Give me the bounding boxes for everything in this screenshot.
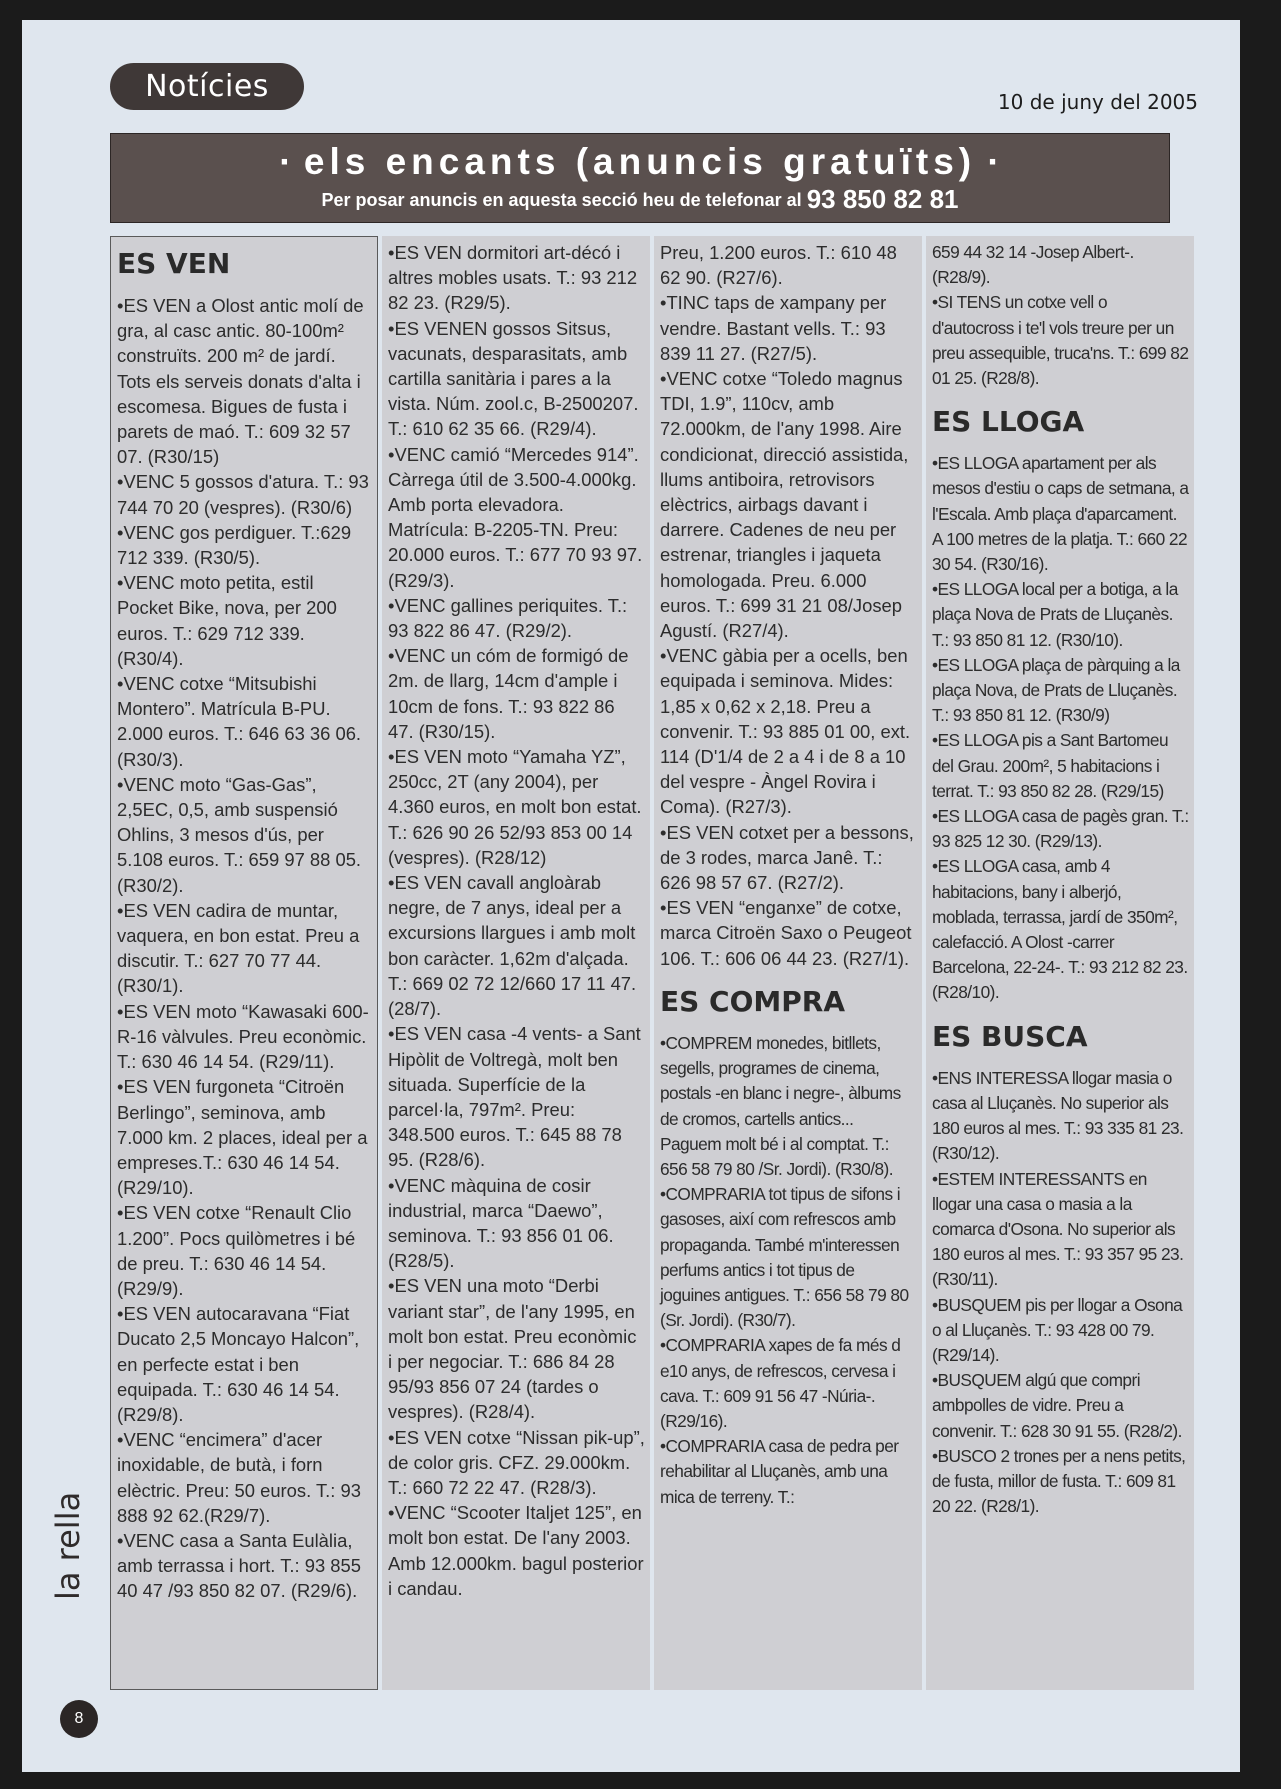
classified-ad: •VENC “encimera” d'acer inoxidable, de butà, i forn elèctric. Preu: 50 euros. T.: 93 888 92 62.(R29/7).	[117, 1429, 361, 1526]
classified-ad: •VENC gos perdiguer. T.:629 712 339. (R30/5).	[117, 521, 352, 569]
ad-list	[660, 240, 917, 971]
column-4	[926, 236, 1194, 1690]
classified-ad: •ES LLOGA plaça de pàrquing a la plaça Nova, de Prats de Lluçanès. T.: 93 850 81 12. (R30/9)	[932, 654, 1180, 726]
classified-ad: •SI TENS un cotxe vell o d'autocross i te'l vols treure per un preu assequible, truca'ns. T.: 699 82 01 25. (R28/8).	[932, 292, 1189, 389]
banner-instructions: Per posar anuncis en aquesta secció heu de telefonar al	[321, 190, 802, 210]
column-3	[654, 236, 922, 1690]
section-heading-es-ven: ES VEN	[117, 247, 231, 280]
classified-ad: •COMPRARIA casa de pedra per rehabilitar al Lluçanès, amb una mica de terreny. T.:	[660, 1436, 899, 1507]
classified-ad: •VENC gallines periquites. T.: 93 822 86 47. (R29/2).	[388, 594, 628, 642]
classified-ad: •BUSQUEM algú que compri ambpolles de vidre. Preu a convenir. T.: 628 30 91 55. (R28/2).	[932, 1370, 1182, 1441]
classified-ad: •ES VEN cotxet per a bessons, de 3 rodes, marca Janê. T.: 626 98 57 67. (R27/2).	[660, 821, 914, 894]
classified-ad: •VENC cotxe “Toledo magnus TDI, 1.9”, 110cv, amb 72.000km, de l'any 1998. Aire condicionat, direcció assistida, llums antiboira, retrovisors elèctrics, airbags davant i darrere. Cadenes de neu per estrenar, triangles i jaqueta homologada. Preu. 6.000 euros. T.: 699 31 21 08/Josep Agustí. (R27/4).	[660, 368, 909, 642]
classified-ad: •ENS INTERESSA llogar masia o casa al Lluçanès. No superior als 180 euros al mes. T.: 93 335 81 23. (R30/12).	[932, 1067, 1184, 1164]
classified-ad: •VENC gàbia per a ocells, ben equipada i seminova. Mides: 1,85 x 0,62 x 2,18. Preu a convenir. T.: 93 885 01 00, ext. 114 (D'1/4 de 2 a 4 i de 8 a 10 del vespre - Àngel Rovira i Coma). (R27/3).	[660, 645, 911, 818]
banner-title: · els encants (anuncis gratuïts) ·	[279, 141, 1001, 182]
classified-ad: •ESTEM INTERESSANTS en llogar una casa o masia a la comarca d'Osona. No superior als 180 euros al mes. T.: 93 357 95 23. (R30/11).	[932, 1168, 1184, 1290]
classified-ad: •ES VENEN gossos Sitsus, vacunats, desparasitats, amb cartilla sanitària i pares a la vista. Núm. zool.c, B-2500207. T.: 610 62 35 66. (R29/4).	[388, 317, 639, 440]
classified-ad: •ES VEN “enganxe” de cotxe, marca Citroën Saxo o Peugeot 106. T.: 606 06 44 23. (R27/1).	[660, 897, 912, 969]
classified-ad: •ES VEN autocaravana “Fiat Ducato 2,5 Moncayo Halcon”, en perfecte estat i ben equipada. T.: 630 46 14 54. (R29/8).	[117, 1303, 360, 1425]
ad-list	[388, 240, 645, 1601]
classified-ad: •VENC 5 gossos d'atura. T.: 93 744 70 20 (vespres). (R30/6)	[117, 471, 369, 518]
ad-list	[117, 293, 372, 1604]
classified-ad: •ES VEN a Olost antic molí de gra, al casc antic. 80-100m² construïts. 200 m² de jardí. Tots els serveis donats d'alta i escomesa. Bigues de fusta i parets de maó. T.: 609 32 57 07. (R30/15)	[117, 295, 364, 468]
classified-ad: •VENC casa a Santa Eulàlia, amb terrassa i hort. T.: 93 855 40 47 /93 850 82 07. (R29/6).	[117, 1529, 361, 1602]
classified-ad: •ES LLOGA casa de pagès gran. T.: 93 825 12 30. (R29/13).	[932, 806, 1189, 852]
classified-ad: •COMPREM monedes, bitllets, segells, programes de cinema, postals -en blanc i negre-, àlbums de cromos, cartells antics... Paguem molt bé i al comptat. T.: 656 58 79 80 /Sr. Jordi). (R30/8).	[660, 1032, 901, 1179]
section-heading-es-compra: ES COMPRA	[660, 984, 846, 1018]
classified-ad: •ES VEN moto “Kawasaki 600-R-16 vàlvules. Preu econòmic. T.: 630 46 14 54. (R29/11).	[117, 1000, 369, 1073]
ad-list	[932, 1066, 1189, 1520]
classified-ad: •BUSCO 2 trones per a nens petits, de fusta, millor de fusta. T.: 609 81 20 22. (R28/1).	[932, 1445, 1186, 1517]
classified-ad: •ES VEN cadira de muntar, vaquera, en bon estat. Preu a discutir. T.: 627 70 77 44. (R30/1).	[117, 899, 360, 997]
page-number: 8	[60, 1700, 98, 1738]
classified-ad: •ES VEN dormitori art-décó i altres mobles usats. T.: 93 212 82 23. (R29/5).	[388, 242, 638, 314]
classified-ad: •COMPRARIA tot tipus de sifons i gasoses, així com refrescos amb propaganda. També m'interessen perfums antics i tot tipus de joguines antigues. T.: 656 58 79 80 (Sr. Jordi). (R30/7).	[660, 1184, 909, 1331]
banner-title-text: els encants (anuncis gratuïts)	[303, 141, 977, 182]
ad-list	[932, 240, 1189, 391]
classified-ad: •ES VEN una moto “Derbi variant star”, de l'any 1995, en molt bon estat. Preu econòmic i per negociar. T.: 686 84 28 95/93 856 07 24 (tardes o vespres). (R28/4).	[388, 1275, 637, 1423]
classified-ad: •ES VEN casa -4 vents- a Sant Hipòlit de Voltregà, molt ben situada. Superfície de la parcel·la, 797m². Preu: 348.500 euros. T.: 645 88 78 95. (R28/6).	[388, 1023, 641, 1171]
classified-ad: •ES LLOGA apartament per als mesos d'estiu o caps de setmana, a l'Escala. Amb plaça d'aparcament. A 100 metres de la platja. T.: 660 22 30 54. (R30/16).	[932, 453, 1189, 575]
classified-ad: •VENC cotxe “Mitsubishi Montero”. Matrícula B-PU. 2.000 euros. T.: 646 63 36 06. (R30/3).	[117, 673, 362, 770]
classified-ad: •ES VEN cotxe “Nissan pik-up”, de color gris. CFZ. 29.000km. T.: 660 72 22 47. (R28/3).	[388, 1426, 645, 1498]
classified-ad: Preu, 1.200 euros. T.: 610 48 62 90. (R27/6).	[660, 242, 897, 289]
ad-list	[932, 451, 1189, 1005]
classified-ad: •COMPRARIA xapes de fa més d e10 anys, de refrescos, cervesa i cava. T.: 609 91 56 47 -Núria-. (R29/16).	[660, 1335, 901, 1431]
section-heading-es-busca: ES BUSCA	[932, 1019, 1088, 1053]
publication-name: la rella	[49, 1491, 87, 1600]
classified-ad: •ES VEN cavall angloàrab negre, de 7 anys, ideal per a excursions llargues i amb molt bon caràcter. 1,62m d'alçada. T.: 669 02 72 12/660 17 11 47. (28/7).	[388, 872, 637, 1020]
classifieds-banner	[110, 133, 1170, 223]
ad-list	[660, 1031, 917, 1510]
classifieds-content	[110, 236, 1206, 1690]
banner-phone: 93 850 82 81	[806, 184, 959, 214]
classified-ad: •VENC un cóm de formigó de 2m. de llarg, 14cm d'ample i 10cm de fons. T.: 93 822 86 47. (R30/15).	[388, 645, 629, 742]
column-es-ven	[110, 236, 378, 1690]
classified-ad: •ES VEN cotxe “Renault Clio 1.200”. Pocs quilòmetres i bé de preu. T.: 630 46 14 54. (R29/9).	[117, 1202, 356, 1299]
classified-ad: •VENC màquina de cosir industrial, marca “Daewo”, seminova. T.: 93 856 01 06. (R28/5).	[388, 1174, 614, 1272]
classified-ad: •ES VEN moto “Yamaha YZ”, 250cc, 2T (any 2004), per 4.360 euros, en molt bon estat. T.: 626 90 26 52/93 853 00 14 (vespres). (R28/12)	[388, 746, 642, 868]
section-tab: Notícies	[110, 63, 304, 110]
classified-ad: •ES LLOGA pis a Sant Bartomeu del Grau. 200m², 5 habitacions i terrat. T.: 93 850 82 28. (R29/15)	[932, 730, 1169, 801]
classified-ad: •VENC moto “Gas-Gas”, 2,5EC, 0,5, amb suspensió Ohlins, 3 mesos d'ús, per 5.108 euros. T.: 659 97 88 05. (R30/2).	[117, 773, 362, 896]
classified-ad: •VENC “Scooter Italjet 125”, en molt bon estat. De l'any 2003. Amb 12.000km. bagul posterior i candau.	[388, 1502, 644, 1599]
classified-ad: •ES LLOGA casa, amb 4 habitacions, bany i alberjó, moblada, terrassa, jardí de 350m², calefacció. A Olost -carrer Barcelona, 22-24-. T.: 93 212 82 23. (R28/10).	[932, 856, 1188, 1003]
classified-ad: 659 44 32 14 -Josep Albert-. (R28/9).	[932, 242, 1134, 288]
issue-date: 10 de juny del 2005	[997, 90, 1198, 114]
classified-ad: •ES LLOGA local per a botiga, a la plaça Nova de Prats de Lluçanès. T.: 93 850 81 12. (R30/10).	[932, 579, 1178, 650]
classified-ad: •TINC taps de xampany per vendre. Bastant vells. T.: 93 839 11 27. (R27/5).	[660, 292, 887, 364]
column-2	[382, 236, 650, 1690]
classified-ad: •BUSQUEM pis per llogar a Osona o al Lluçanès. T.: 93 428 00 79. (R29/14).	[932, 1294, 1183, 1365]
classified-ad: •ES VEN furgoneta “Citroën Berlingo”, seminova, amb 7.000 km. 2 places, ideal per a empreses.T.: 630 46 14 54. (R29/10).	[117, 1076, 368, 1199]
classified-ad: •VENC camió “Mercedes 914”. Càrrega útil de 3.500-4.000kg. Amb porta elevadora. Matrícula: B-2205-TN. Preu: 20.000 euros. T.: 677 70 93 97. (R29/3).	[388, 443, 643, 591]
classified-ad: •VENC moto petita, estil Pocket Bike, nova, per 200 euros. T.: 629 712 339. (R30/4).	[117, 572, 337, 669]
section-heading-es-lloga: ES LLOGA	[932, 405, 1085, 439]
banner-subtitle	[111, 184, 1169, 215]
